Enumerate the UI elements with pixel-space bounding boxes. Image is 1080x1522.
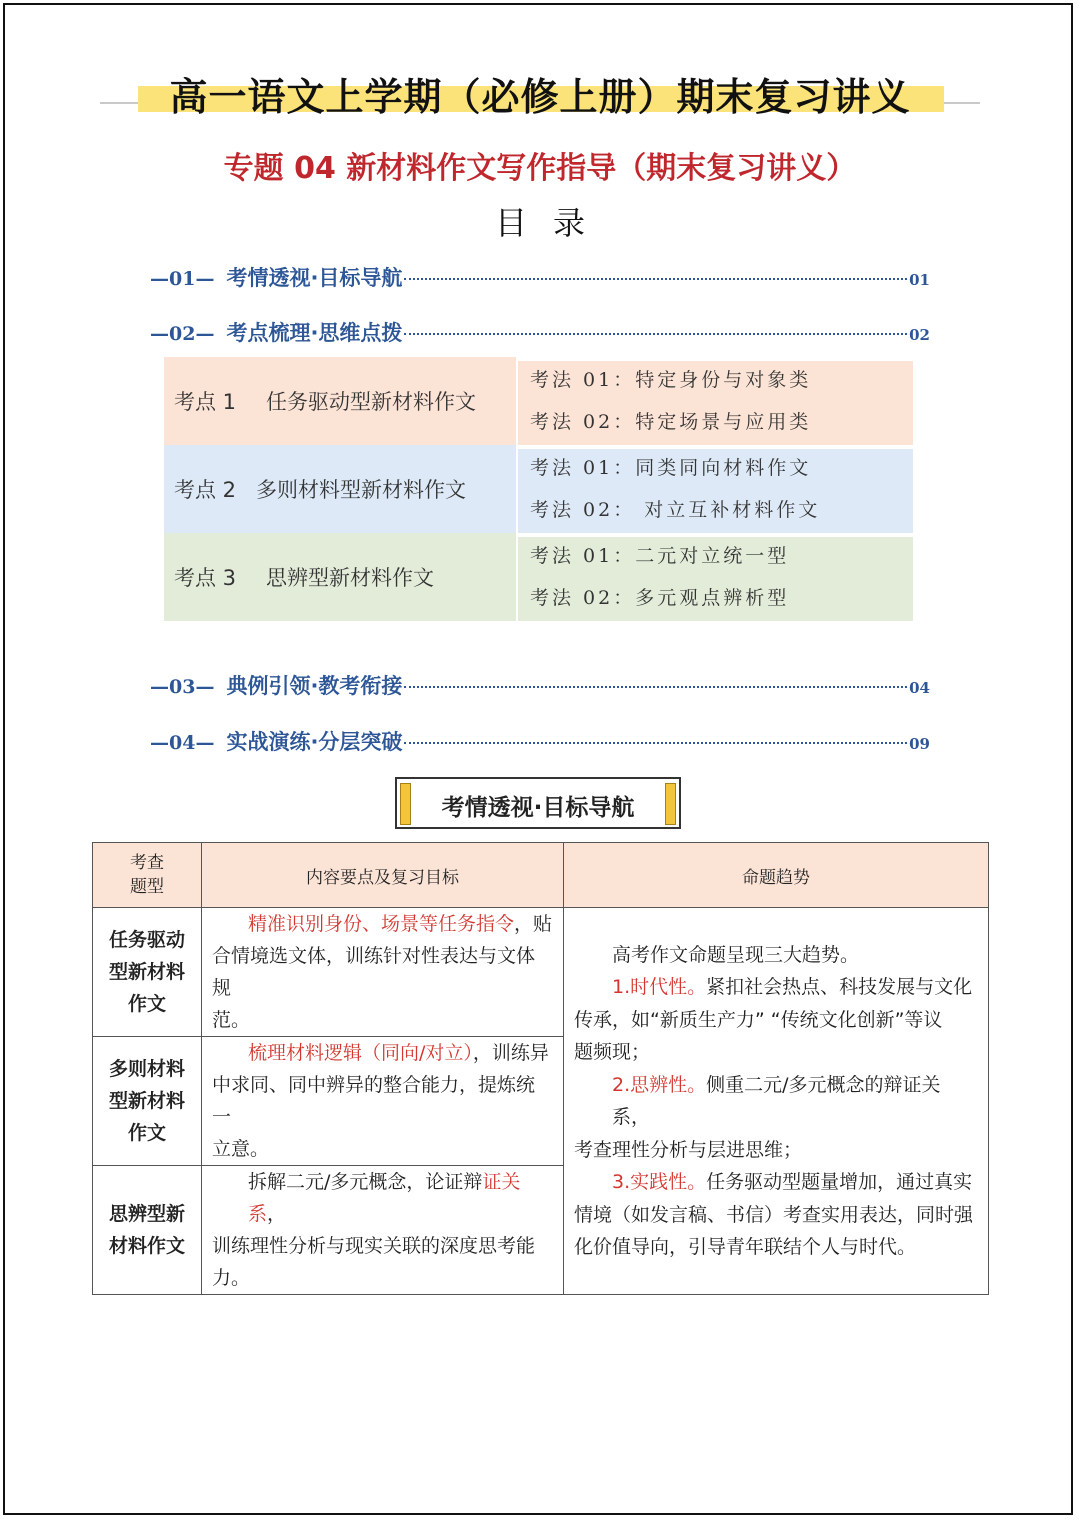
trend-line: 情境（如发言稿、书信）考查实用表达，同时强 <box>574 1203 974 1226</box>
kaofa-item[interactable]: 考法 02： 对立互补材料作文 <box>530 499 821 521</box>
trend-line: 传承，如“新质生产力” “传统文化创新”等议 <box>574 1008 943 1031</box>
row-type <box>93 908 202 1037</box>
content-line: 立意。 <box>212 1138 270 1160</box>
trend-text: 侧重二元/多元概念的辩证关系， <box>612 1073 941 1128</box>
header-type-line: 题型 <box>130 877 164 897</box>
trend-label: 2.思辨性。 <box>612 1073 707 1096</box>
content-text: 拆解二元/多元概念，论证辩 <box>248 1171 483 1193</box>
trend-label: 3.实践性。 <box>612 1171 707 1193</box>
toc-leader <box>404 686 907 688</box>
kaodian-3[interactable] <box>164 533 516 621</box>
content-line <box>212 1166 553 1230</box>
type-line: 思辨型新 <box>108 1203 185 1225</box>
trend-cell <box>564 908 989 1295</box>
toc-entry[interactable] <box>150 317 930 347</box>
kaodian-number: 考点 3 <box>174 566 237 590</box>
toc-label: 实战演练·分层突破 <box>226 730 403 754</box>
toc-leader <box>404 742 907 744</box>
toc-label: 典例引领·教考衔接 <box>226 674 403 698</box>
content-line: 合情境选文体，训练针对性表达与文体规 <box>212 945 536 999</box>
kaodian-1-methods <box>518 361 913 445</box>
toc-number: —03— <box>150 676 215 698</box>
type-line: 材料作文 <box>108 1235 185 1257</box>
content-line <box>212 908 553 940</box>
toc-leader <box>404 333 907 335</box>
kaofa-item[interactable]: 考法 01：特定身份与对象类 <box>530 369 812 391</box>
type-line: 多则材料 <box>108 1058 185 1080</box>
content-text: ， <box>267 1203 287 1225</box>
row-type <box>93 1037 202 1166</box>
toc-number: —02— <box>150 323 215 345</box>
toc-label: 考点梳理·思维点拨 <box>226 321 403 345</box>
trend-intro: 高考作文命题呈现三大趋势。 <box>612 943 860 966</box>
goals-table <box>92 842 989 1295</box>
trend-line <box>574 1166 978 1199</box>
page-subtitle: 专题 04 新材料作文写作指导（期末复习讲义） <box>223 151 857 186</box>
kaofa-item[interactable]: 考法 01：二元对立统一型 <box>530 545 790 567</box>
section-banner-title: 考情透视·目标导航 <box>441 795 635 821</box>
trend-text: 紧扣社会热点、科技发展与文化 <box>706 976 973 998</box>
kaodian-number: 考点 2 <box>174 478 237 502</box>
content-line <box>212 1037 553 1069</box>
type-line: 作文 <box>127 1122 166 1144</box>
toc-number: —01— <box>150 268 215 290</box>
kaofa-item[interactable]: 考法 01：同类同向材料作文 <box>530 457 812 479</box>
kaodian-3-methods <box>518 537 913 621</box>
toc-page: 02 <box>909 326 930 344</box>
section-banner <box>395 777 681 829</box>
table-header-row <box>93 843 989 908</box>
kaodian-number: 考点 1 <box>174 390 237 414</box>
highlight-text: 证关系 <box>248 1171 521 1225</box>
content-text: ，训练异 <box>472 1042 549 1064</box>
toc-entry[interactable] <box>150 262 930 292</box>
header-content: 内容要点及复习目标 <box>202 843 564 908</box>
toc-page: 04 <box>909 679 930 697</box>
type-line: 型新材料 <box>108 961 185 983</box>
content-text: ，贴 <box>514 913 553 935</box>
header-type-line: 考查 <box>130 853 164 873</box>
content-line: 训练理性分析与现实关联的深度思考能 <box>212 1235 536 1257</box>
content-line: 范。 <box>212 1009 251 1031</box>
content-line: 力。 <box>212 1267 251 1289</box>
content-line: 中求同、同中辨异的整合能力，提炼统一 <box>212 1074 536 1128</box>
toc-entry[interactable] <box>150 726 930 756</box>
type-line: 型新材料 <box>108 1090 185 1112</box>
row-content <box>202 1166 564 1295</box>
toc-page: 01 <box>909 271 930 289</box>
row-content <box>202 908 564 1037</box>
highlight-text: 梳理材料逻辑（同向/对立） <box>248 1042 473 1064</box>
toc-number: —04— <box>150 732 215 754</box>
row-type <box>93 1166 202 1295</box>
toc-leader <box>404 278 907 280</box>
header-trend: 命题趋势 <box>564 843 989 908</box>
kaodian-title: 任务驱动型新材料作文 <box>266 390 477 414</box>
header-type <box>93 843 202 908</box>
highlight-text: 精准识别身份、场景等任务指令 <box>248 913 515 935</box>
row-content <box>202 1037 564 1166</box>
kaodian-title: 思辨型新材料作文 <box>266 566 435 590</box>
page-title: 高一语文上学期（必修上册）期末复习讲义 <box>169 74 911 119</box>
kaodian-1[interactable] <box>164 357 516 445</box>
toc-label: 考情透视·目标导航 <box>226 266 403 290</box>
trend-line: 考查理性分析与层进思维； <box>574 1138 803 1161</box>
kaodian-2[interactable] <box>164 445 516 533</box>
kaofa-item[interactable]: 考法 02：多元观点辨析型 <box>530 587 790 609</box>
trend-line: 题频现； <box>574 1041 651 1063</box>
trend-line <box>574 1069 978 1134</box>
trend-label: 1.时代性。 <box>612 976 707 998</box>
trend-text: 任务驱动型题量增加，通过真实 <box>706 1171 973 1193</box>
kaodian-title: 多则材料型新材料作文 <box>256 478 467 502</box>
toc-heading: 目录 <box>494 204 611 242</box>
toc-page: 09 <box>909 735 930 753</box>
kaofa-item[interactable]: 考法 02：特定场景与应用类 <box>530 411 812 433</box>
title-block <box>100 62 980 122</box>
type-line: 任务驱动 <box>108 929 185 951</box>
toc-entry[interactable] <box>150 670 930 700</box>
kaodian-2-methods <box>518 449 913 533</box>
trend-line <box>574 971 978 1004</box>
type-line: 作文 <box>127 993 166 1015</box>
trend-line: 化价值导向，引导青年联结个人与时代。 <box>574 1236 917 1258</box>
table-row <box>93 908 989 1037</box>
